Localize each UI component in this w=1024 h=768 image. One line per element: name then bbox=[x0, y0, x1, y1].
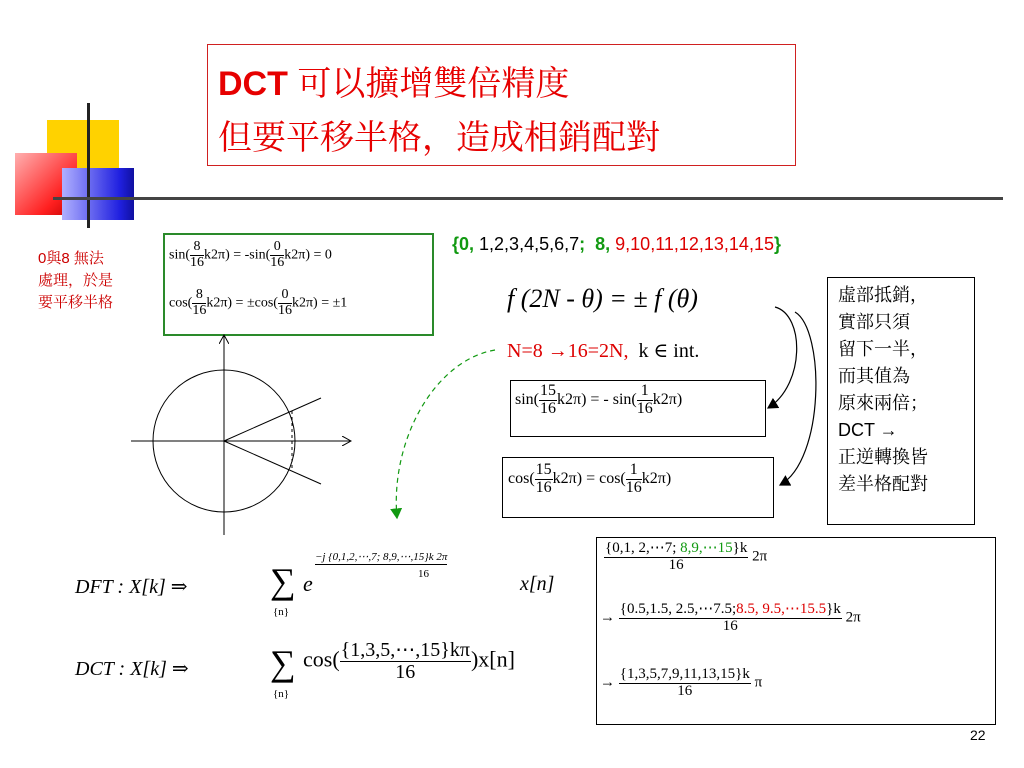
dft-sum-symbol: ∑ bbox=[270, 561, 296, 601]
sin-zero-formula: sin( $\frac{8}{16}$ k2π) = -sin( $\frac{0}{16}$ k2π) = 0 bbox=[169, 239, 332, 270]
header-divider bbox=[53, 197, 1003, 200]
cos-pair-formula: cos( $\frac{15}{16}$ k2π) = cos( $\frac{1}{16}$ k2π) bbox=[508, 461, 672, 496]
comparison-row-dft: $\frac{\{0,1, 2,\cdots 7; 8,9,\cdots 15\}k}{16}$ 2π bbox=[605, 540, 768, 573]
dct-label: DCT : X[k] ⇒ bbox=[75, 658, 189, 680]
left-note: 0與8 無法 處理，於是 要平移半格 bbox=[38, 250, 114, 311]
symmetry-equation: f (2N - θ) = ± f (θ) bbox=[507, 284, 698, 313]
comparison-row-shifted: → $\frac{\{0.5,1.5, 2.5,\cdots 7.5;8.5, 9.5,\cdots 15.5\}k}{16}$ 2π bbox=[600, 601, 861, 634]
slide-title-line2: 但要平移半格，造成相銷配對 bbox=[218, 119, 660, 157]
unit-circle-diagram bbox=[125, 330, 365, 540]
comparison-row-dct: → $\frac{\{1,3,5,7,9,11,13,15\}k}{16}$ π bbox=[600, 666, 763, 699]
dft-label: DFT : X[k] ⇒ bbox=[75, 576, 188, 598]
slide-title-line1: DCT 可以擴增雙倍精度 bbox=[218, 65, 570, 103]
dft-exp-base: e bbox=[303, 571, 313, 596]
cos-one-formula: cos( $\frac{8}{16}$ k2π) = ±cos( $\frac{0}{16}$ k2π) = ±1 bbox=[169, 287, 348, 318]
dft-exponent-denominator: 16 bbox=[418, 568, 429, 580]
right-note-box: 虛部抵銷， 實部只須 留下一半， 而其值為 原來兩倍； DCT → 正逆轉換皆 差半格配對 bbox=[827, 277, 975, 525]
connector-arrows bbox=[380, 290, 830, 530]
dct-sum-symbol: ∑ bbox=[270, 643, 296, 683]
dct-kernel: cos( $\frac{\{1,3,5,\cdots,15\}k\pi}{16}$ )x[n] bbox=[303, 639, 515, 683]
index-sequence: {0, 1,2,3,4,5,6,7; 8, 9,10,11,12,13,14,15} bbox=[452, 234, 781, 254]
dft-exponent-numerator: −j {0,1,2,⋯,7; 8,9,⋯,15}k 2π bbox=[315, 551, 448, 563]
logo-vertical-line bbox=[87, 103, 90, 228]
logo-blue-square bbox=[62, 168, 134, 220]
sin-pair-formula: sin( $\frac{15}{16}$ k2π) = - sin( $\frac{1}{16}$ k2π) bbox=[515, 382, 683, 417]
dft-sum-index: {n} bbox=[273, 606, 290, 618]
page-number: 22 bbox=[970, 727, 986, 743]
condition-line: N=8 →16=2N, k ∈ int. bbox=[507, 340, 700, 362]
dft-input: x[n] bbox=[520, 573, 555, 595]
dct-sum-index: {n} bbox=[273, 688, 290, 700]
